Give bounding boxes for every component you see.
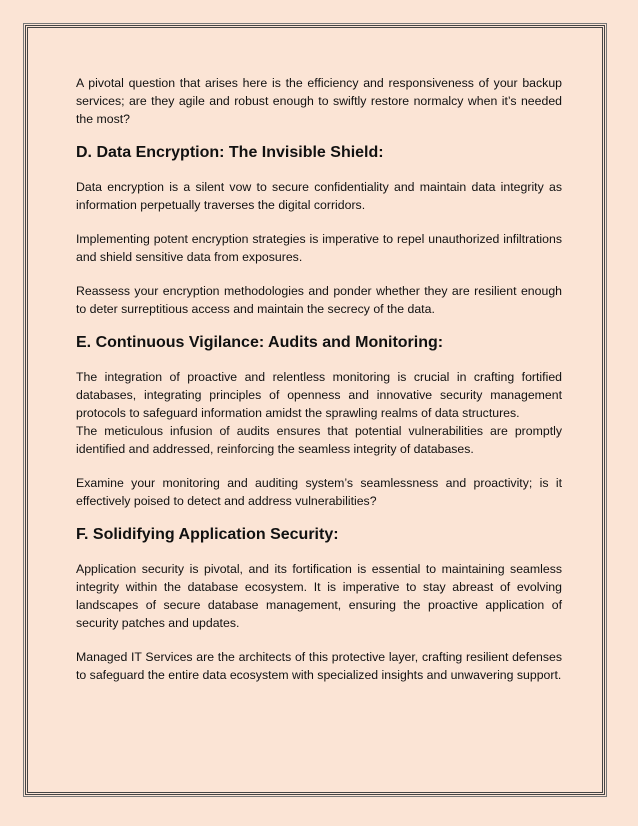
section-d-paragraph-2: Implementing potent encryption strategies is imperative to repel unauthorized infiltrations and shield sensitive data from exposures. [76,232,562,264]
section-f-heading: F. Solidifying Application Security: [76,526,339,543]
section-d-paragraph-3: Reassess your encryption methodologies and ponder whether they are resilient enough to deter surreptitious access and maintain the secrecy of the data. [76,284,562,316]
section-e-paragraph-1: The integration of proactive and relentless monitoring is crucial in crafting fortified databases, integrating principles of openness and innovative security management protocols to safeguard information amidst the sprawling realms of data structures. [76,370,562,420]
section-e-paragraph-2: The meticulous infusion of audits ensures that potential vulnerabilities are promptly identified and addressed, reinforcing the seamless integrity of databases. [76,424,562,456]
document-body [76,74,562,684]
section-e-heading: E. Continuous Vigilance: Audits and Monitoring: [76,334,444,351]
section-e-paragraph-3: Examine your monitoring and auditing system’s seamlessness and proactivity; is it effectively poised to detect and address vulnerabilities? [76,476,562,508]
section-d-heading: D. Data Encryption: The Invisible Shield: [76,144,384,161]
section-f-paragraph-2: Managed IT Services are the architects of this protective layer, crafting resilient defenses to safeguard the entire data ecosystem with specialized insights and unwavering support. [76,650,562,682]
section-d-paragraph-1: Data encryption is a silent vow to secure confidentiality and maintain data integrity as information perpetually traverses the digital corridors. [76,180,562,212]
intro-paragraph: A pivotal question that arises here is the efficiency and responsiveness of your backup services; are they agile and robust enough to swiftly restore normalcy when it’s needed the most? [76,76,562,126]
section-f-paragraph-1: Application security is pivotal, and its fortification is essential to maintaining seamless integrity within the database ecosystem. It is imperative to stay abreast of evolving landscapes of secure database management, ensuring the proactive application of security patches and updates. [76,562,562,630]
